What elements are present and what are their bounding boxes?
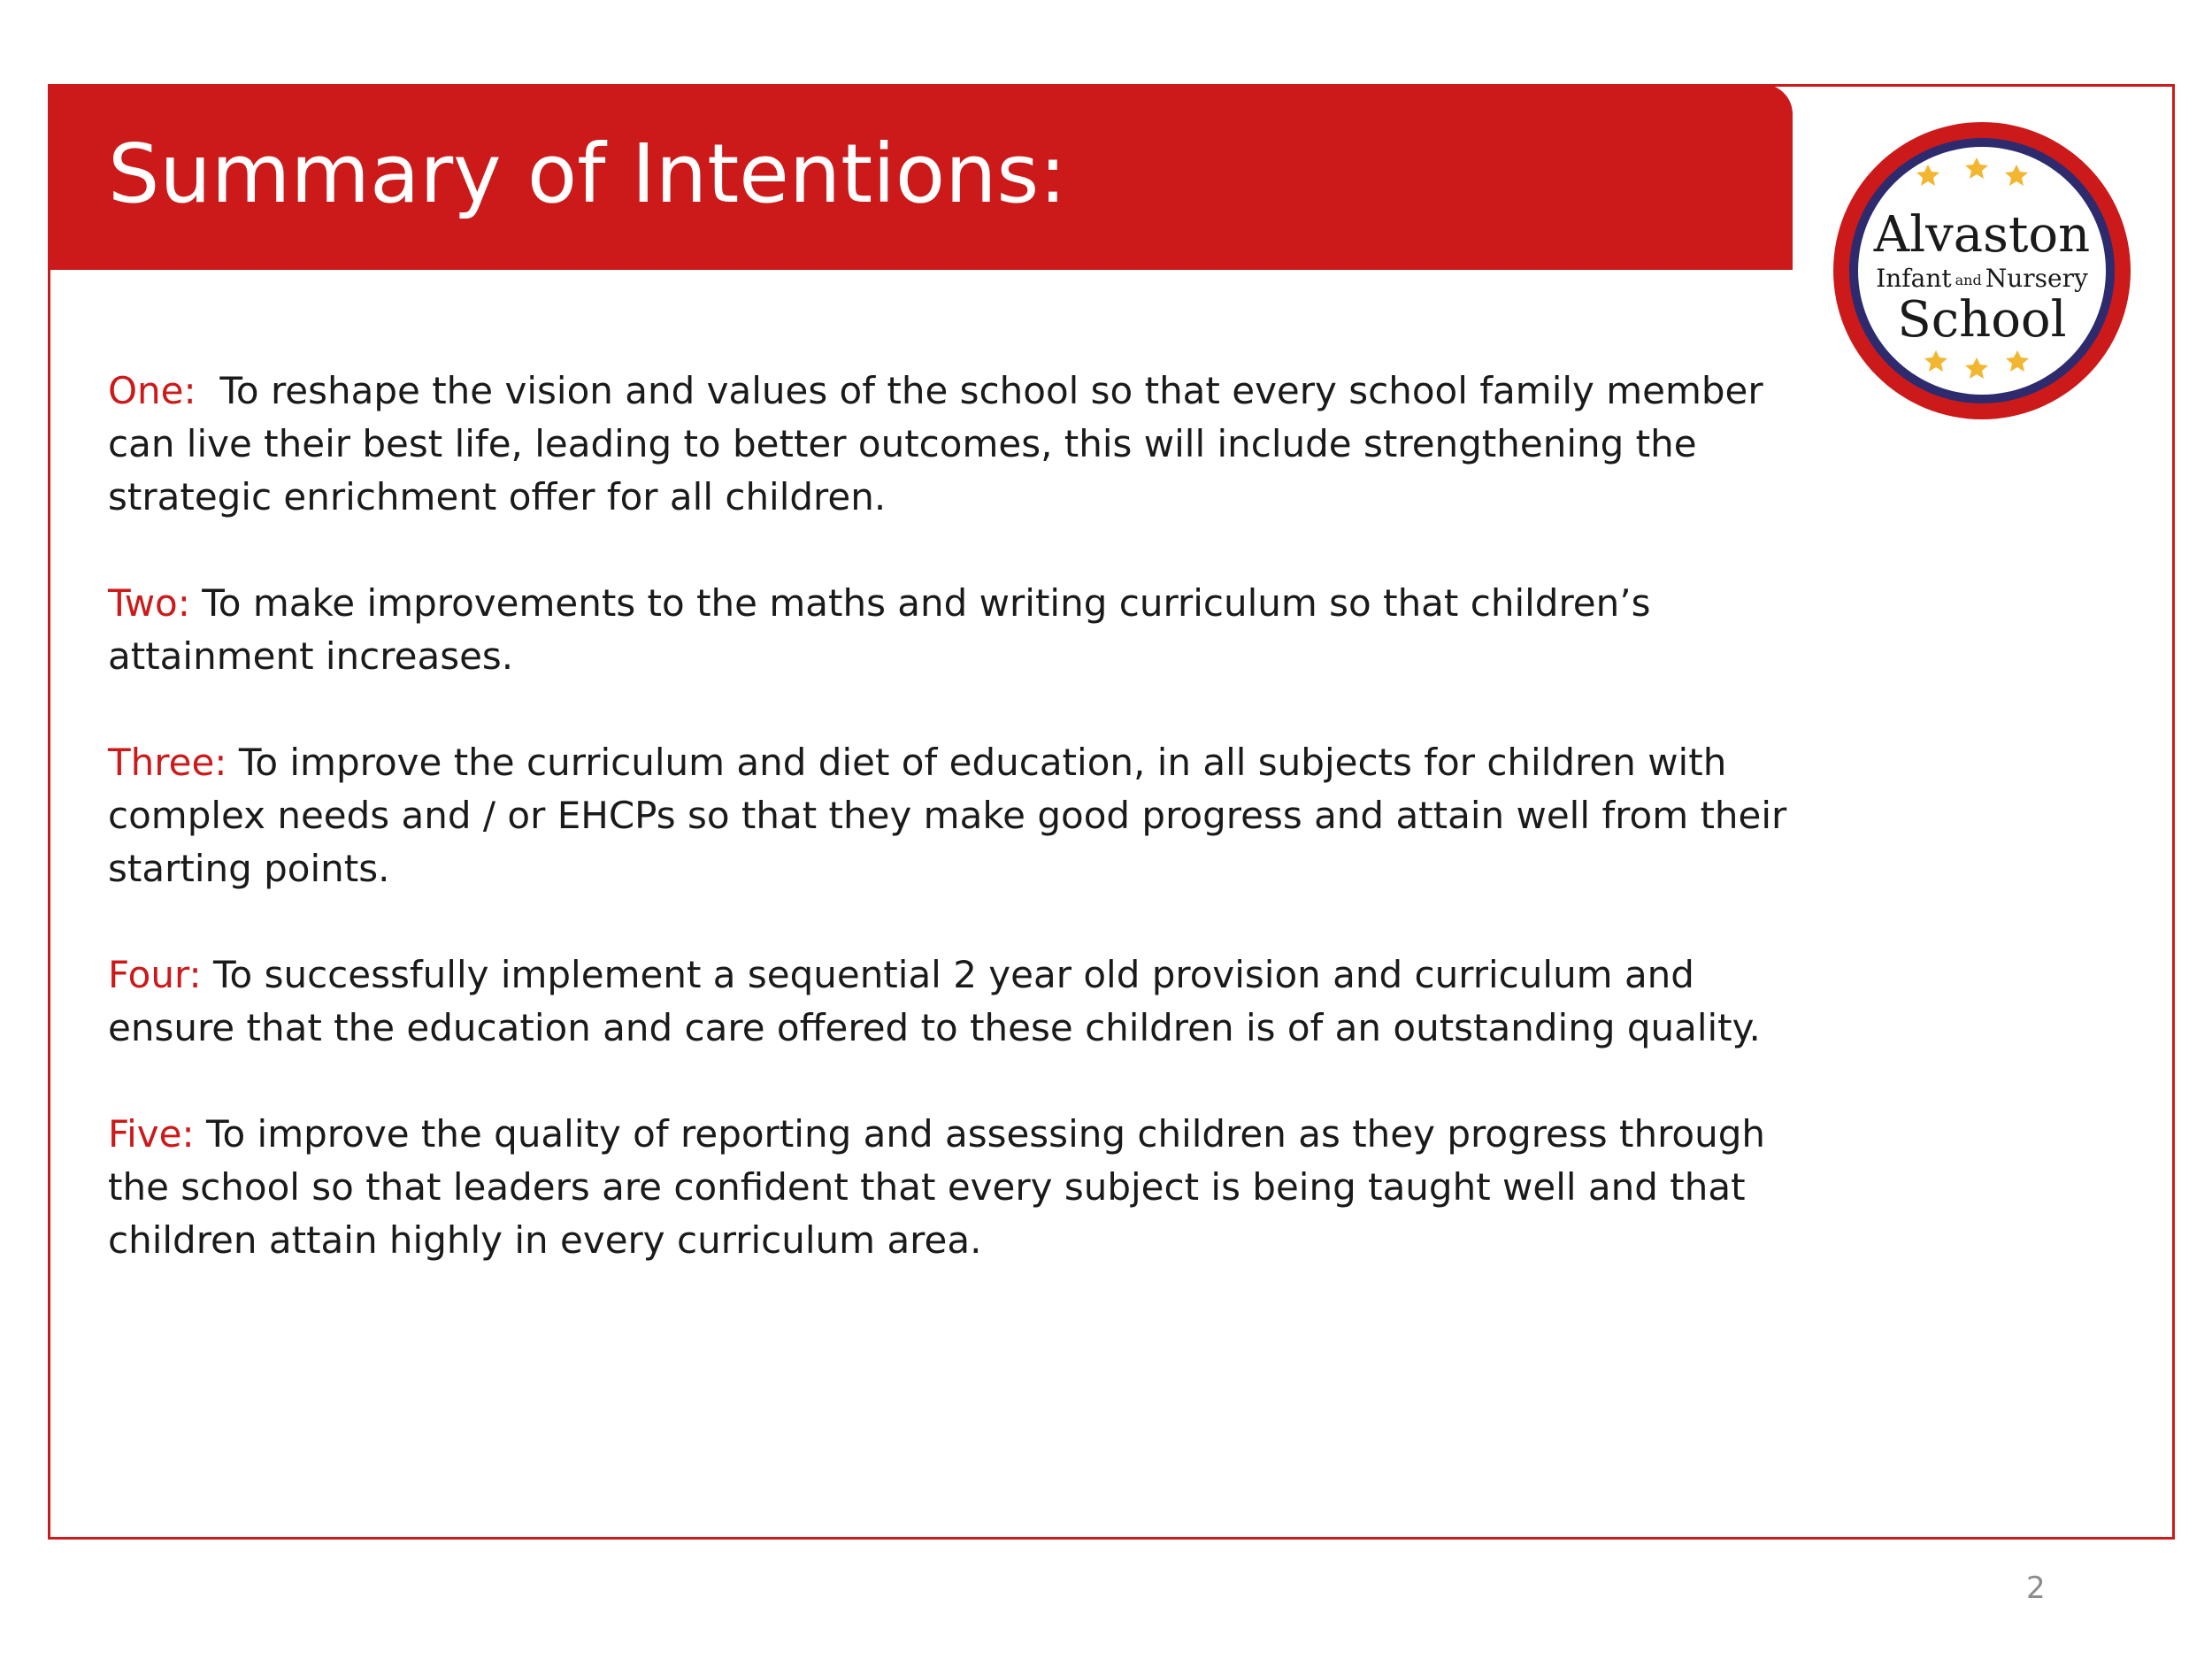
title-bar [48, 84, 1793, 270]
intention-text: To improve the curriculum and diet of education, in all subjects for children with complex needs and / or EHCPs so that they make good progress and attain well from their starting points. [108, 741, 1787, 890]
intention-label: Five: [108, 1112, 195, 1156]
logo-word-and: and [1955, 272, 1982, 288]
intention-three [108, 736, 1816, 895]
school-logo-graphic [1824, 113, 2139, 428]
intention-two [108, 577, 1816, 683]
intention-label: Three: [108, 741, 227, 784]
intention-four [108, 949, 1816, 1055]
intentions-list [108, 365, 1816, 1320]
logo-line-school: School [1897, 291, 2067, 349]
intention-text: To reshape the vision and values of the school so that every school family member can live their best life, leading to better outcomes, this will include strengthening the strategic enrichment offer for all children. [108, 369, 1763, 518]
intention-text: To make improvements to the maths and writing curriculum so that children’s attainment increases. [108, 581, 1651, 678]
intention-text: To improve the quality of reporting and assessing children as they progress through the school so that leaders are confident that every subject is being taught well and that children attain highly in every curriculum area. [108, 1112, 1766, 1262]
logo-word-nursery: Nursery [1985, 264, 2088, 293]
intention-label: Four: [108, 953, 202, 996]
intention-one [108, 365, 1816, 524]
page-number: 2 [2026, 1571, 2046, 1606]
intention-label: One: [108, 369, 196, 412]
logo-line-alvaston: Alvaston [1873, 206, 2091, 264]
school-logo [1824, 113, 2139, 428]
intention-five [108, 1108, 1816, 1267]
logo-word-infant: Infant [1876, 264, 1952, 293]
intention-text: To successfully implement a sequential 2 year old provision and curriculum and ensure that the education and care offered to these children is of an outstanding quality. [108, 953, 1761, 1049]
intention-label: Two: [108, 581, 190, 625]
page-title: Summary of Intentions: [108, 127, 1067, 221]
